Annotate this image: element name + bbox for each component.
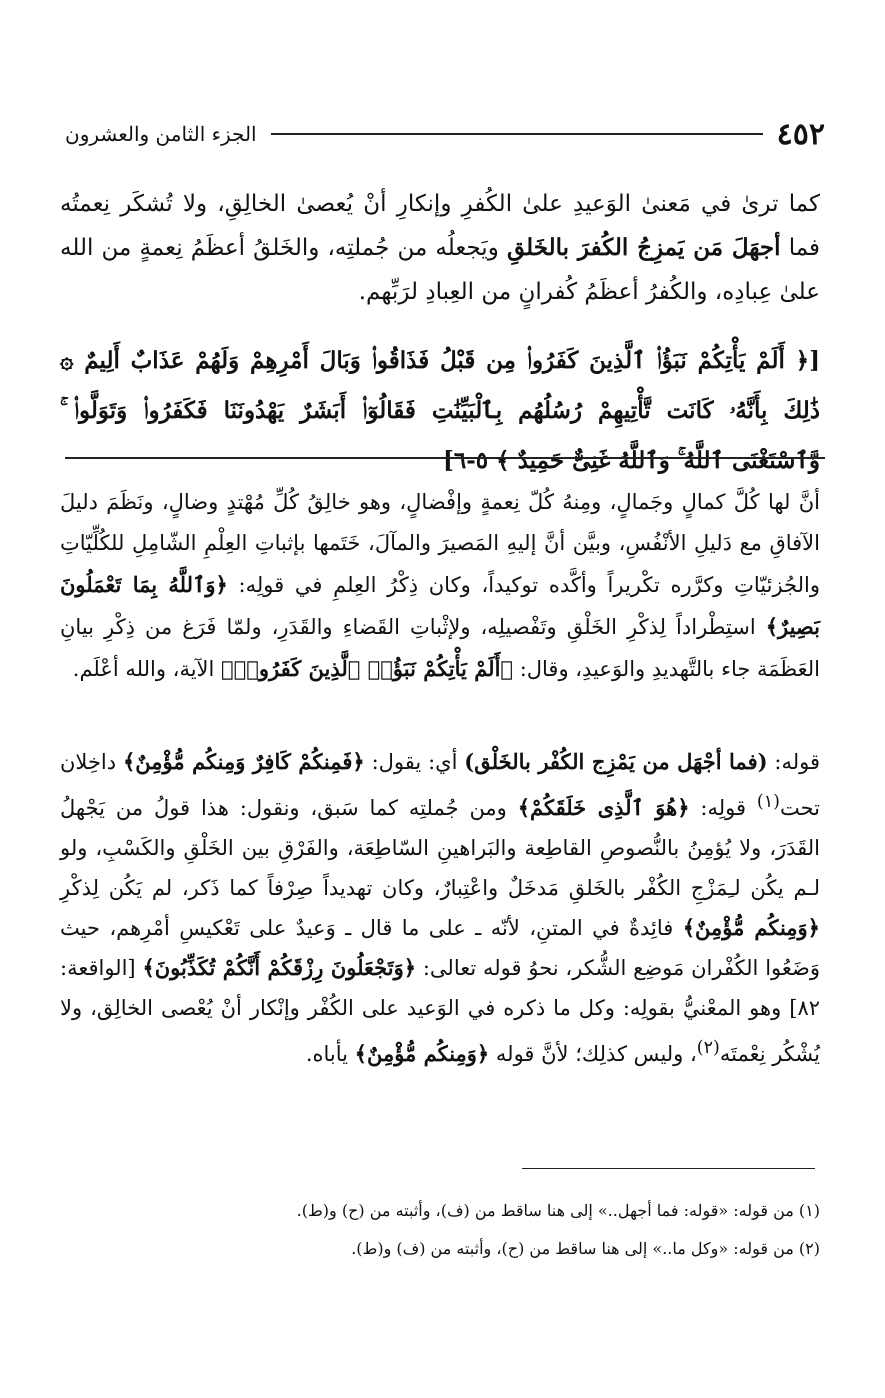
verse-separator-rule	[65, 457, 825, 459]
quran-quote: ﴿فَمِنكُمْ كَافِرٌ وَمِنكُم مُّؤْمِنٌ﴾	[122, 749, 365, 774]
commentary-paragraph-1	[60, 482, 820, 690]
quran-quote: ﴿هُوَ ٱلَّذِى خَلَقَكُمْ﴾	[517, 795, 690, 820]
text-run: أنَّ لها كُلَّ كمالٍ وجَمالٍ، ومِنهُ كُلّ نِعمةٍ وإفْضالٍ، وهو خالِقُ كُلِّ مُهْتدٍ وضالٍ، ونَظَمَ دليلَ الآفاقِ مع دَليلِ الأنْفُسِ، وبيَّن أنَّ إليهِ المَصيرَ والمآلَ، خَتَمها بإثباتِ العِلْمِ الشّامِلِ للكُلِّيّاتِ والجُزئيّاتِ وكرَّره تكْريراً وأكَّده توكيداً، وكان ذِكْرُ العِلمِ في قولِه:	[60, 490, 820, 597]
intro-paragraph	[60, 182, 820, 314]
footnote-2: (٢) من قوله: «وكل ما..» إلى هنا ساقط من (ح)، وأثبته من (ف) و(ط).	[351, 1239, 820, 1258]
text-run: فائِدةٌ في المتنِ، لأنّه ـ على ما قال ـ وَعيدٌ على تَعْكيسِ أمْرِهم، حيث وَضَعُوا الكُفْران مَوضِع الشُّكر، نحوُ قوله تعالى:	[60, 916, 820, 980]
running-title: الجزء الثامن والعشرون	[65, 122, 257, 146]
intro-line-2: ويَجعلُه من جُملتِه، والخَلقُ أعظَمُ نِعمةٍ من الله علىٰ	[60, 235, 820, 305]
quran-quote: ﴿وَمِنكُم مُّؤْمِنٌ﴾	[354, 1041, 490, 1066]
quran-quote: ﴿وَٱللَّهُ بِمَا تَعْمَلُونَ بَصِيرٌ﴾	[60, 572, 820, 639]
quran-verse: [﴿ أَلَمْ يَأْتِكُمْ نَبَؤُا۟ ٱلَّذِينَ كَفَرُوا۟ مِن قَبْلُ فَذَاقُوا۟ وَبَالَ أَمْرِهِمْ وَلَهُمْ عَذَابٌ أَلِيمٌ ۞ ذَٰلِكَ بِأَنَّهُۥ كَانَت تَّأْتِيهِمْ رُسُلُهُم بِٱلْبَيِّنَٰتِ فَقَالُوٓا۟ أَبَشَرٌ يَهْدُونَنَا فَكَفَرُوا۟ وَتَوَلَّوا۟ ۚ وَّٱسْتَغْنَى ٱللَّهُ ۚ وَٱللَّهُ غَنِىٌّ حَمِيدٌ ﴾ ٥-٦]	[60, 347, 820, 474]
text-run: قوله:	[767, 750, 821, 774]
quran-quote: ﴿وَتَجْعَلُونَ رِزْقَكُمْ أَنَّكُمْ تُكَذِّبُونَ﴾	[142, 955, 417, 980]
intro-line-3: عِبادِه، والكُفرُ أعظَمُ كُفرانٍ من العِبادِ لرَبِّهم.	[358, 279, 773, 305]
footnote-marker-1[interactable]: (١)	[756, 792, 780, 812]
text-run: يأباه.	[305, 1042, 355, 1066]
text-run: قولِه:	[689, 796, 757, 820]
quran-quote: ﴿أَلَمْ يَأْتِكُمْ نَبَؤُا۟ ٱلَّذِينَ كَفَرُوا۟﴾	[221, 656, 514, 681]
footnote-rule	[522, 1168, 815, 1169]
quran-quote: ﴿وَمِنكُم مُّؤْمِنٌ﴾	[682, 915, 820, 940]
text-run: ، وليس كذلِك؛ لأنَّ قوله	[489, 1042, 697, 1066]
text-run: داخِلان تحت	[60, 750, 820, 820]
footnote-1: (١) من قوله: «قوله: فما أجهل..» إلى هنا ساقط من (ف)، وأثبته من (ح) و(ط).	[296, 1201, 820, 1220]
commentary-paragraph-2	[60, 742, 820, 1074]
header-rule	[271, 133, 763, 135]
text-run: [الواقعة: ٨٢] وهو المعْنيُّ بقولِه: وكل ما ذكره في الوَعيد على الكُفْر وإنْكار أنْ يُعْصى الخالِق، ولا يُشْكُر نِعْمتَه	[60, 956, 820, 1066]
text-run: استِطْراداً لِذكْرِ الخَلْقِ وتَفْصيلِه، ولإثْباتِ القَضاءِ والقَدَرِ، ولمّا فَرَغ من ذِكْرِ بيانِ العَظَمَة جاء بالتَّهديدِ والوَعيدِ، وقال:	[60, 615, 820, 681]
text-run: ومن جُملتِه كما سَبق، ونقول: هذا قولُ من يَجْهلُ القَدَرَ، ولا يُؤمِنُ بالنُّصوصِ القاطِعة والبَراهينِ السّاطِعَة، والفَرْقِ بين الخَلْقِ والكَسْبِ، ولو لـم يكُن لـِمَزْجِ الكُفْر بالخَلقِ مَدخَلٌ واعْتِبارٌ، وكان تهديداً صِرْفاً كما ذَكر، لم يَكُن لِذكْرِ	[60, 796, 820, 900]
bold-phrase: (فما أجْهَل من يَمْزِج الكُفْر بالخَلْق)	[464, 749, 768, 774]
text-run: الآية، والله أعْلَم.	[72, 657, 222, 681]
footnote-marker-2[interactable]: (٢)	[696, 1038, 720, 1058]
text-run: أي: يقول:	[364, 750, 465, 774]
intro-bold-phrase: أجهَلَ مَن يَمزِجُ الكُفرَ بالخَلقِ	[506, 234, 781, 261]
page-header	[65, 112, 825, 156]
intro-line-1: كما ترىٰ في مَعنىٰ الوَعيدِ علىٰ الكُفرِ وإنكارِ أنْ يُعصىٰ الخالِقِ، ولا تُشكَر نِعمتُه فما	[60, 191, 820, 261]
page-number: ٤٥٢	[776, 116, 825, 152]
